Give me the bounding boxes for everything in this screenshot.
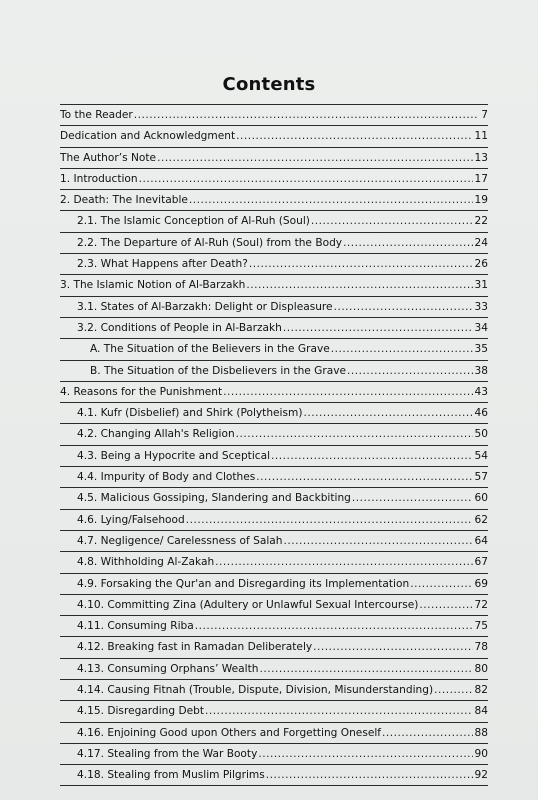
- dot-leader: [331, 339, 473, 359]
- dot-leader: [134, 105, 479, 125]
- dot-leader: [311, 211, 473, 231]
- toc-entry-line: [77, 488, 488, 508]
- toc-entry-line: [77, 765, 488, 784]
- toc-entry-page: 69: [474, 577, 488, 590]
- dot-leader: [215, 552, 472, 572]
- toc-entry-line: [60, 169, 488, 189]
- toc-entry: [60, 147, 488, 168]
- dot-leader: [157, 148, 472, 168]
- toc-entry-page: 62: [474, 513, 488, 526]
- toc-entry: [60, 232, 488, 253]
- toc-entry: [60, 700, 488, 721]
- toc-entry-label: 4.8. Withholding Al-Zakah: [77, 556, 215, 569]
- toc-entry: [60, 615, 488, 636]
- toc-entry-line: [60, 148, 488, 168]
- dot-leader: [195, 616, 473, 636]
- toc-entry: [60, 125, 488, 146]
- toc-entry-page: 92: [474, 769, 488, 782]
- toc-entry-line: [77, 744, 488, 764]
- toc-entry-page: 19: [474, 194, 488, 207]
- dot-leader: [246, 275, 472, 295]
- toc-entry-page: 33: [474, 300, 488, 313]
- toc-entry-label: 4.17. Stealing from the War Booty: [77, 747, 258, 760]
- dot-leader: [236, 126, 472, 146]
- toc-entry-line: [77, 531, 488, 551]
- toc-entry-line: [60, 275, 488, 295]
- toc-entry-label: Dedication and Acknowledgment: [60, 130, 236, 143]
- toc-entry-page: 17: [474, 172, 488, 185]
- toc-entry-label: 3.1. States of Al-Barzakh: Delight or Displeasure: [77, 300, 333, 313]
- toc-entry-page: 80: [474, 662, 488, 675]
- toc-entry-line: [77, 574, 488, 594]
- toc-entry: [60, 274, 488, 295]
- toc-entry-label: 4.3. Being a Hypocrite and Sceptical: [77, 449, 271, 462]
- toc-entry-line: [77, 723, 488, 743]
- toc-entry-line: [77, 595, 488, 615]
- toc-entry: [60, 338, 488, 359]
- dot-leader: [258, 744, 472, 764]
- toc-entry-line: [77, 637, 488, 657]
- toc-entry-label: 4.6. Lying/Falsehood: [77, 513, 185, 526]
- toc-entry-page: 22: [474, 215, 488, 228]
- toc-entry-label: 4.11. Consuming Riba: [77, 620, 194, 633]
- page-title: Contents: [222, 74, 316, 95]
- dot-leader: [223, 382, 472, 402]
- toc-entry-line: [60, 126, 488, 146]
- toc-entry-label: 2.1. The Islamic Conception of Al-Ruh (Soul): [77, 215, 310, 228]
- dot-leader: [343, 233, 472, 253]
- toc-entry-label: 1. Introduction: [60, 172, 138, 185]
- toc-entry-label: 4.4. Impurity of Body and Clothes: [77, 471, 256, 484]
- toc-entry-line: [77, 297, 488, 317]
- dot-leader: [139, 169, 473, 189]
- toc-entry: [60, 168, 488, 189]
- toc-entry: [60, 551, 488, 572]
- toc-entry-line: [77, 616, 488, 636]
- toc-entry-line: [60, 382, 488, 402]
- toc-entry-label: A. The Situation of the Believers in the Grave: [90, 343, 330, 356]
- toc-entry: [60, 487, 488, 508]
- toc-entry-line: [77, 424, 488, 444]
- toc-entry-page: 82: [474, 684, 488, 697]
- toc-entry-label: 4.10. Committing Zina (Adultery or Unlawful Sexual Intercourse): [77, 598, 419, 611]
- toc-entry-page: 75: [474, 620, 488, 633]
- toc-entry: [60, 466, 488, 487]
- toc-entry-page: 43: [474, 385, 488, 398]
- toc-entry-label: 3.2. Conditions of People in Al-Barzakh: [77, 321, 282, 334]
- toc-entry-line: [77, 211, 488, 231]
- toc-entry: [60, 764, 488, 785]
- toc-entry-page: 38: [474, 364, 488, 377]
- toc-entry: [60, 743, 488, 764]
- toc-entry-label: 4.12. Breaking fast in Ramadan Deliberately: [77, 641, 313, 654]
- toc-entry-label: 4.5. Malicious Gossiping, Slandering and Backbiting: [77, 492, 351, 505]
- toc-entry-label: 4. Reasons for the Punishment: [60, 385, 223, 398]
- toc-entry-line: [77, 680, 488, 700]
- toc-entry-line: [90, 361, 488, 381]
- toc-entry-page: 67: [474, 556, 488, 569]
- toc-entry-page: 24: [474, 236, 488, 249]
- toc-entry-page: 90: [474, 747, 488, 760]
- dot-leader: [434, 680, 472, 700]
- toc-entry-page: 26: [474, 258, 488, 271]
- toc-entry-line: [60, 105, 488, 125]
- toc-entry: [60, 360, 488, 381]
- toc-entry-page: 11: [474, 130, 488, 143]
- toc-entry-label: B. The Situation of the Disbelievers in the Grave: [90, 364, 347, 377]
- toc-entry-label: 4.16. Enjoining Good upon Others and Forgetting Oneself: [77, 726, 382, 739]
- toc-entry: [60, 594, 488, 615]
- toc-entry: [60, 210, 488, 231]
- dot-leader: [334, 297, 473, 317]
- toc-entry-label: 4.2. Changing Allah's Religion: [77, 428, 235, 441]
- toc-entry-line: [77, 233, 488, 253]
- toc-entry-label: 2.2. The Departure of Al-Ruh (Soul) from the Body: [77, 236, 343, 249]
- dot-leader: [303, 403, 472, 423]
- dot-leader: [352, 488, 473, 508]
- toc-entry-label: 2. Death: The Inevitable: [60, 194, 188, 207]
- toc-entry-page: 35: [474, 343, 488, 356]
- toc-entry-line: [77, 318, 488, 338]
- toc-entry-page: 78: [474, 641, 488, 654]
- toc-entry: [60, 402, 488, 423]
- toc-entry-label: To the Reader: [60, 109, 133, 121]
- toc-entry-page: 84: [474, 705, 488, 718]
- toc-entry-line: [77, 701, 488, 721]
- dot-leader: [313, 637, 472, 657]
- toc-entry-page: 60: [474, 492, 488, 505]
- dot-leader: [256, 467, 472, 487]
- toc-entry: [60, 296, 488, 317]
- dot-leader: [410, 574, 472, 594]
- toc-entry-line: [77, 552, 488, 572]
- toc-entry-page: 88: [474, 726, 488, 739]
- dot-leader: [186, 510, 473, 530]
- toc-entry: [60, 445, 488, 466]
- toc-entry-label: 3. The Islamic Notion of Al-Barzakh: [60, 279, 246, 292]
- toc-entry: [60, 679, 488, 700]
- toc-entry-label: 2.3. What Happens after Death?: [77, 258, 248, 271]
- toc-entry-line: [60, 190, 488, 210]
- dot-leader: [283, 531, 472, 551]
- toc-entry-line: [77, 254, 488, 274]
- dot-leader: [419, 595, 472, 615]
- table-of-contents: [60, 104, 488, 786]
- toc-entry-page: 64: [474, 534, 488, 547]
- toc-entry-page: 34: [474, 321, 488, 334]
- toc-entry-label: 4.1. Kufr (Disbelief) and Shirk (Polytheism): [77, 407, 303, 420]
- dot-leader: [249, 254, 473, 274]
- toc-entry: [60, 381, 488, 402]
- dot-leader: [266, 765, 473, 784]
- toc-entry-label: 4.7. Negligence/ Carelessness of Salah: [77, 534, 283, 547]
- toc-entry-label: The Author’s Note: [60, 151, 157, 164]
- toc-entry-page: 54: [474, 449, 488, 462]
- dot-leader: [205, 701, 473, 721]
- toc-entry: [60, 658, 488, 679]
- toc-entry-page: 72: [474, 598, 488, 611]
- toc-entry-label: 4.14. Causing Fitnah (Trouble, Dispute, Division, Misunderstanding): [77, 684, 434, 697]
- toc-entry-line: [90, 339, 488, 359]
- toc-entry: [60, 573, 488, 594]
- toc-entry: [60, 423, 488, 444]
- toc-entry-page: 57: [474, 471, 488, 484]
- toc-entry: [60, 530, 488, 551]
- toc-entry-line: [77, 467, 488, 487]
- toc-entry-label: 4.18. Stealing from Muslim Pilgrims: [77, 769, 265, 782]
- toc-entry: [60, 636, 488, 657]
- toc-entry: [60, 509, 488, 530]
- toc-entry-line: [77, 510, 488, 530]
- toc-entry-line: [77, 403, 488, 423]
- toc-entry-line: [77, 446, 488, 466]
- toc-entry: [60, 317, 488, 338]
- dot-leader: [347, 361, 473, 381]
- toc-entry-label: 4.9. Forsaking the Qur'an and Disregarding its Implementation: [77, 577, 410, 590]
- toc-entry-line: [77, 659, 488, 679]
- dot-leader: [271, 446, 472, 466]
- toc-entry-page: 50: [474, 428, 488, 441]
- toc-entry-page: 46: [474, 407, 488, 420]
- toc-entry: [60, 722, 488, 743]
- dot-leader: [236, 424, 473, 444]
- toc-entry-label: 4.15. Disregarding Debt: [77, 705, 204, 718]
- dot-leader: [189, 190, 473, 210]
- toc-entry-page: 13: [474, 151, 488, 164]
- dot-leader: [260, 659, 473, 679]
- toc-entry: [60, 253, 488, 274]
- dot-leader: [382, 723, 472, 743]
- toc-entry: [60, 189, 488, 210]
- toc-entry: [60, 104, 488, 125]
- toc-entry-page: 7: [481, 109, 488, 121]
- toc-entry-label: 4.13. Consuming Orphans’ Wealth: [77, 662, 259, 675]
- toc-entry-page: 31: [474, 279, 488, 292]
- dot-leader: [283, 318, 473, 338]
